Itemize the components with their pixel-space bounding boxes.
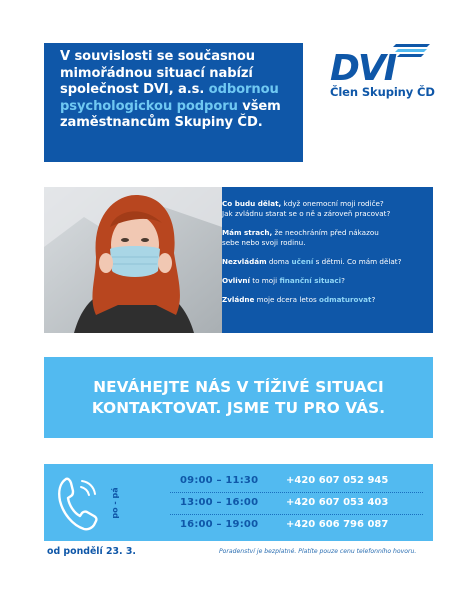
logo-stripe-2 <box>395 49 427 52</box>
question-3-bold: Nezvládám <box>222 257 267 266</box>
question-5 <box>222 295 428 305</box>
contact-time: 16:00 – 19:00 <box>180 519 259 530</box>
logo-stripe-3 <box>397 54 424 57</box>
intro-after: všem <box>237 98 281 114</box>
start-date: od pondělí 23. 3. <box>47 546 136 557</box>
logo-subtitle: Člen Skupiny ČD <box>330 85 435 99</box>
woman-with-mask-photo <box>44 187 222 333</box>
question-3-text: doma <box>266 257 292 266</box>
cta-line-2: KONTAKTOVAT. JSME TU PRO VÁS. <box>91 398 386 417</box>
question-2-text-2: sebe nebo svoji rodinu. <box>222 238 306 247</box>
question-5-text: moje dcera letos <box>254 295 319 304</box>
contact-phone[interactable]: +420 606 796 087 <box>286 519 389 530</box>
call-to-action-box <box>44 357 433 438</box>
contact-time: 09:00 – 11:30 <box>180 475 259 486</box>
question-4-text-2: ? <box>341 276 345 285</box>
question-5-highlight: odmaturovat <box>319 295 372 304</box>
question-4-bold: Ovlivní <box>222 276 250 285</box>
intro-highlight-2: psychologickou podporu <box>60 98 238 114</box>
contact-phone[interactable]: +420 607 053 403 <box>286 497 389 508</box>
contact-time: 13:00 – 16:00 <box>180 497 259 508</box>
phone-icon <box>56 475 100 531</box>
question-1-bold: Co budu dělat, <box>222 199 282 208</box>
contact-row <box>170 514 423 536</box>
questions-list <box>222 199 428 314</box>
question-1-text: když onemocní moji rodiče? <box>281 199 384 208</box>
question-5-bold: Zvládne <box>222 295 255 304</box>
cta-line-1: NEVÁHEJTE NÁS V TÍŽIVÉ SITUACI <box>93 377 384 396</box>
question-3-highlight: učení <box>291 257 314 266</box>
intro-line-1: V souvislosti se současnou <box>60 49 255 64</box>
question-2-bold: Mám strach, <box>222 228 273 237</box>
footer-note: Poradenství je bezplatné. Platíte pouze cenu telefonního hovoru. <box>219 548 417 555</box>
logo-stripe-1 <box>393 44 430 47</box>
intro-line-5: zaměstnancům Skupiny ČD. <box>60 115 263 130</box>
intro-company: společnost DVI, a.s. <box>60 82 209 97</box>
question-4-text: to moji <box>250 276 280 285</box>
question-4 <box>222 276 428 286</box>
contact-phone[interactable]: +420 607 052 945 <box>286 475 389 486</box>
intro-highlight-1: odbornou <box>208 82 279 97</box>
contact-box <box>44 464 433 541</box>
question-3-text-2: s dětmi. Co mám dělat? <box>313 257 402 266</box>
intro-line-4 <box>60 99 293 116</box>
intro-line-2: mimořádnou situací nabízí <box>60 65 253 81</box>
logo-mark: DVI <box>330 48 396 89</box>
contact-row <box>170 492 423 515</box>
question-3 <box>222 257 428 267</box>
days-label: po - pá <box>110 487 120 519</box>
intro-box <box>44 43 303 162</box>
intro-line-3 <box>60 82 293 99</box>
question-1 <box>222 199 428 219</box>
question-2-text: že neochráním před nákazou <box>272 228 379 237</box>
question-1-text-2: Jak zvládnu starat se o ně a zároveň pracovat? <box>222 209 391 218</box>
question-4-highlight: finanční situaci <box>279 276 342 285</box>
photo-questions-panel <box>44 187 433 333</box>
question-5-text-2: ? <box>371 295 376 304</box>
question-2 <box>222 228 428 248</box>
contact-row <box>170 470 423 493</box>
